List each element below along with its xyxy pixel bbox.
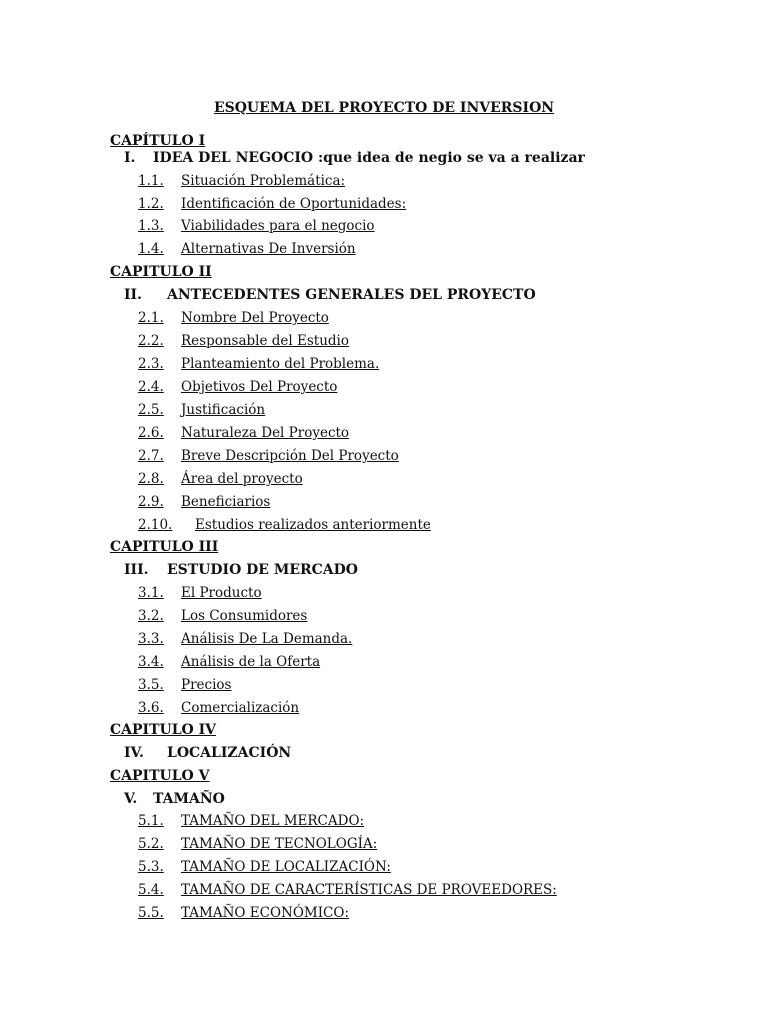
item-text: TAMAÑO DEL MERCADO:	[181, 813, 365, 829]
item-text: Comercialización	[181, 700, 300, 716]
section-title: TAMAÑO	[153, 791, 225, 807]
section-title: ANTECEDENTES GENERALES DEL PROYECTO	[167, 287, 536, 303]
item-text: Beneficiarios	[181, 494, 271, 510]
item-text: TAMAÑO DE CARACTERÍSTICAS DE PROVEEDORES:	[181, 882, 557, 898]
item-number: 2.8.	[138, 471, 164, 487]
item-number: 5.1.	[138, 813, 164, 829]
section-title: IDEA DEL NEGOCIO :que idea de negio se va a realizar	[153, 150, 585, 166]
section-number: V.	[124, 791, 138, 807]
item-number: 2.4.	[138, 379, 164, 395]
section-number: IV.	[124, 745, 144, 761]
item-text: Naturaleza Del Proyecto	[181, 425, 350, 441]
item-number: 3.1.	[138, 585, 164, 601]
item-number: 3.5.	[138, 677, 164, 693]
item-number: 2.7.	[138, 448, 164, 464]
item-text: Breve Descripción Del Proyecto	[181, 448, 399, 464]
item-number: 3.6.	[138, 700, 164, 716]
item-number: 3.2.	[138, 608, 164, 624]
item-text: Identificación de Oportunidades:	[181, 196, 407, 212]
item-number: 2.10.	[138, 517, 173, 533]
chapter-label: CAPÍTULO I	[110, 133, 206, 149]
item-text: Situación Problemática:	[181, 173, 346, 189]
chapter-label: CAPITULO III	[110, 539, 219, 555]
section-number: III.	[124, 562, 149, 578]
section-number: I.	[124, 150, 136, 166]
item-text: Los Consumidores	[181, 608, 308, 624]
item-number: 2.9.	[138, 494, 164, 510]
item-text: Precios	[181, 677, 232, 693]
item-text: Nombre Del Proyecto	[181, 310, 329, 326]
item-text: Viabilidades para el negocio	[181, 218, 375, 234]
item-number: 1.3.	[138, 218, 164, 234]
section-title: LOCALIZACIÓN	[167, 745, 292, 761]
item-number: 2.3.	[138, 356, 164, 372]
item-text: Alternativas De Inversión	[181, 241, 356, 257]
item-text: Área del proyecto	[181, 471, 303, 487]
document-title: ESQUEMA DEL PROYECTO DE INVERSION	[213, 100, 555, 116]
item-number: 3.4.	[138, 654, 164, 670]
item-number: 1.1.	[138, 173, 164, 189]
chapter-label: CAPITULO IV	[110, 722, 217, 738]
section-number: II.	[124, 287, 142, 303]
item-number: 5.5.	[138, 905, 164, 921]
item-text: Análisis de la Oferta	[181, 654, 321, 670]
item-number: 1.4.	[138, 241, 164, 257]
item-number: 2.1.	[138, 310, 164, 326]
item-text: TAMAÑO ECONÓMICO:	[181, 905, 349, 921]
item-text: Planteamiento del Problema.	[181, 356, 380, 372]
item-text: TAMAÑO DE TECNOLOGÍA:	[181, 836, 378, 852]
item-text: Justificación	[181, 402, 266, 418]
chapter-label: CAPITULO V	[110, 768, 210, 784]
item-number: 1.2.	[138, 196, 164, 212]
item-number: 5.3.	[138, 859, 164, 875]
item-text: Análisis De La Demanda.	[181, 631, 353, 647]
item-number: 3.3.	[138, 631, 164, 647]
item-number: 2.5.	[138, 402, 164, 418]
item-text: TAMAÑO DE LOCALIZACIÓN:	[181, 859, 391, 875]
chapter-label: CAPITULO II	[110, 264, 212, 280]
item-text: Responsable del Estudio	[181, 333, 349, 349]
item-text: Objetivos Del Proyecto	[181, 379, 338, 395]
item-text: El Producto	[181, 585, 262, 601]
item-number: 2.2.	[138, 333, 164, 349]
item-number: 5.4.	[138, 882, 164, 898]
item-number: 2.6.	[138, 425, 164, 441]
section-title: ESTUDIO DE MERCADO	[167, 562, 358, 578]
item-text: Estudios realizados anteriormente	[195, 517, 431, 533]
item-number: 5.2.	[138, 836, 164, 852]
